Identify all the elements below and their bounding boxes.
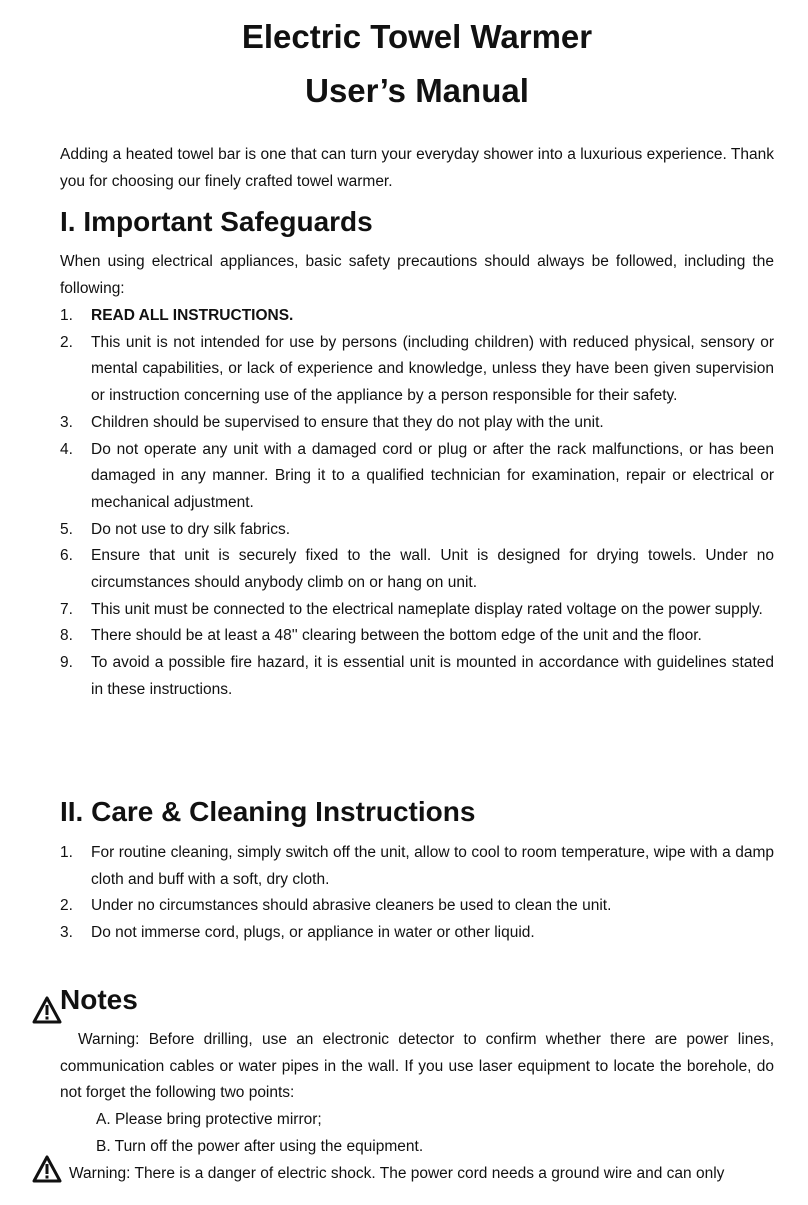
item-number: 4. — [60, 440, 73, 458]
item-number: 2. — [60, 333, 73, 351]
warning-drilling: Warning: Before drilling, use an electronic detector to confirm whether there are power lines, communication cables or water pipes in the wall. If you use laser equipment to locate the borehole, do not forget the following two points: — [60, 1031, 774, 1102]
warning-triangle-icon — [32, 1155, 62, 1183]
item-text: This unit must be connected to the electrical nameplate display rated voltage on the power supply. — [91, 600, 763, 618]
item-number: 3. — [60, 924, 73, 942]
section1-heading: I. Important Safeguards — [60, 206, 373, 237]
list-item — [60, 437, 774, 517]
item-number: 9. — [60, 654, 73, 672]
notes-heading: Notes — [60, 984, 138, 1015]
item-text: This unit is not intended for use by persons (including children) with reduced physical, sensory or mental capabilities, or lack of experience and knowledge, unless they have been given supervision or instruction concerning use of the appliance by a person responsible for their safety. — [91, 333, 774, 405]
warning-shock: Warning: There is a danger of electric shock. The power cord needs a ground wire and can only — [69, 1165, 725, 1182]
item-text: To avoid a possible fire hazard, it is essential unit is mounted in accordance with guidelines stated in these instructions. — [91, 654, 774, 698]
list-item — [60, 597, 774, 624]
item-number: 1. — [60, 844, 73, 861]
item-text: Do not use to dry silk fabrics. — [91, 520, 290, 538]
item-text: Ensure that unit is securely fixed to the wall. Unit is designed for drying towels. Under no circumstances should anybody climb on or hang on unit. — [91, 547, 774, 592]
item-number: 1. — [60, 307, 73, 324]
list-item — [60, 303, 774, 330]
care-list — [60, 840, 774, 947]
item-number: 5. — [60, 520, 73, 538]
intro-paragraph: Adding a heated towel bar is one that can turn your everyday shower into a luxurious experience. Thank you for choosing our finely crafted towel warmer. — [60, 146, 774, 190]
warning-triangle-icon — [32, 996, 62, 1024]
point-a: A. Please bring protective mirror; — [96, 1111, 322, 1128]
document-subtitle: User’s Manual — [305, 72, 529, 109]
section2-heading: II. Care & Cleaning Instructions — [60, 796, 476, 827]
list-item — [60, 920, 774, 947]
point-b: B. Turn off the power after using the equipment. — [96, 1138, 424, 1155]
item-text: There should be at least a 48'' clearing between the bottom edge of the unit and the floor. — [91, 627, 702, 645]
item-text: Children should be supervised to ensure that they do not play with the unit. — [91, 413, 604, 431]
list-item — [60, 623, 774, 650]
document-title: Electric Towel Warmer — [241, 18, 593, 55]
item-number: 8. — [60, 627, 73, 645]
item-number: 2. — [60, 897, 73, 915]
list-item — [60, 893, 774, 920]
safeguards-list — [60, 303, 774, 704]
list-item — [60, 330, 774, 410]
section1-lead: When using electrical appliances, basic safety precautions should always be followed, including the following: — [60, 253, 774, 297]
item-number: 6. — [60, 547, 73, 565]
list-item — [60, 840, 774, 893]
list-item — [60, 410, 774, 437]
list-item — [60, 517, 774, 544]
item-text: Do not immerse cord, plugs, or appliance in water or other liquid. — [91, 924, 535, 942]
list-item — [60, 543, 774, 596]
item-text: Do not operate any unit with a damaged cord or plug or after the rack malfunctions, or has been damaged in any manner. Bring it to a qualified technician for examination, repair or electrical or mechanical adjustment. — [91, 440, 774, 511]
item-text: Under no circumstances should abrasive cleaners be used to clean the unit. — [91, 897, 612, 915]
item-number: 7. — [60, 600, 73, 618]
item-text: For routine cleaning, simply switch off the unit, allow to cool to room temperature, wipe with a damp cloth and buff with a soft, dry cloth. — [91, 844, 774, 888]
list-item — [60, 650, 774, 703]
item-text: READ ALL INSTRUCTIONS. — [91, 307, 294, 324]
item-number: 3. — [60, 413, 73, 431]
